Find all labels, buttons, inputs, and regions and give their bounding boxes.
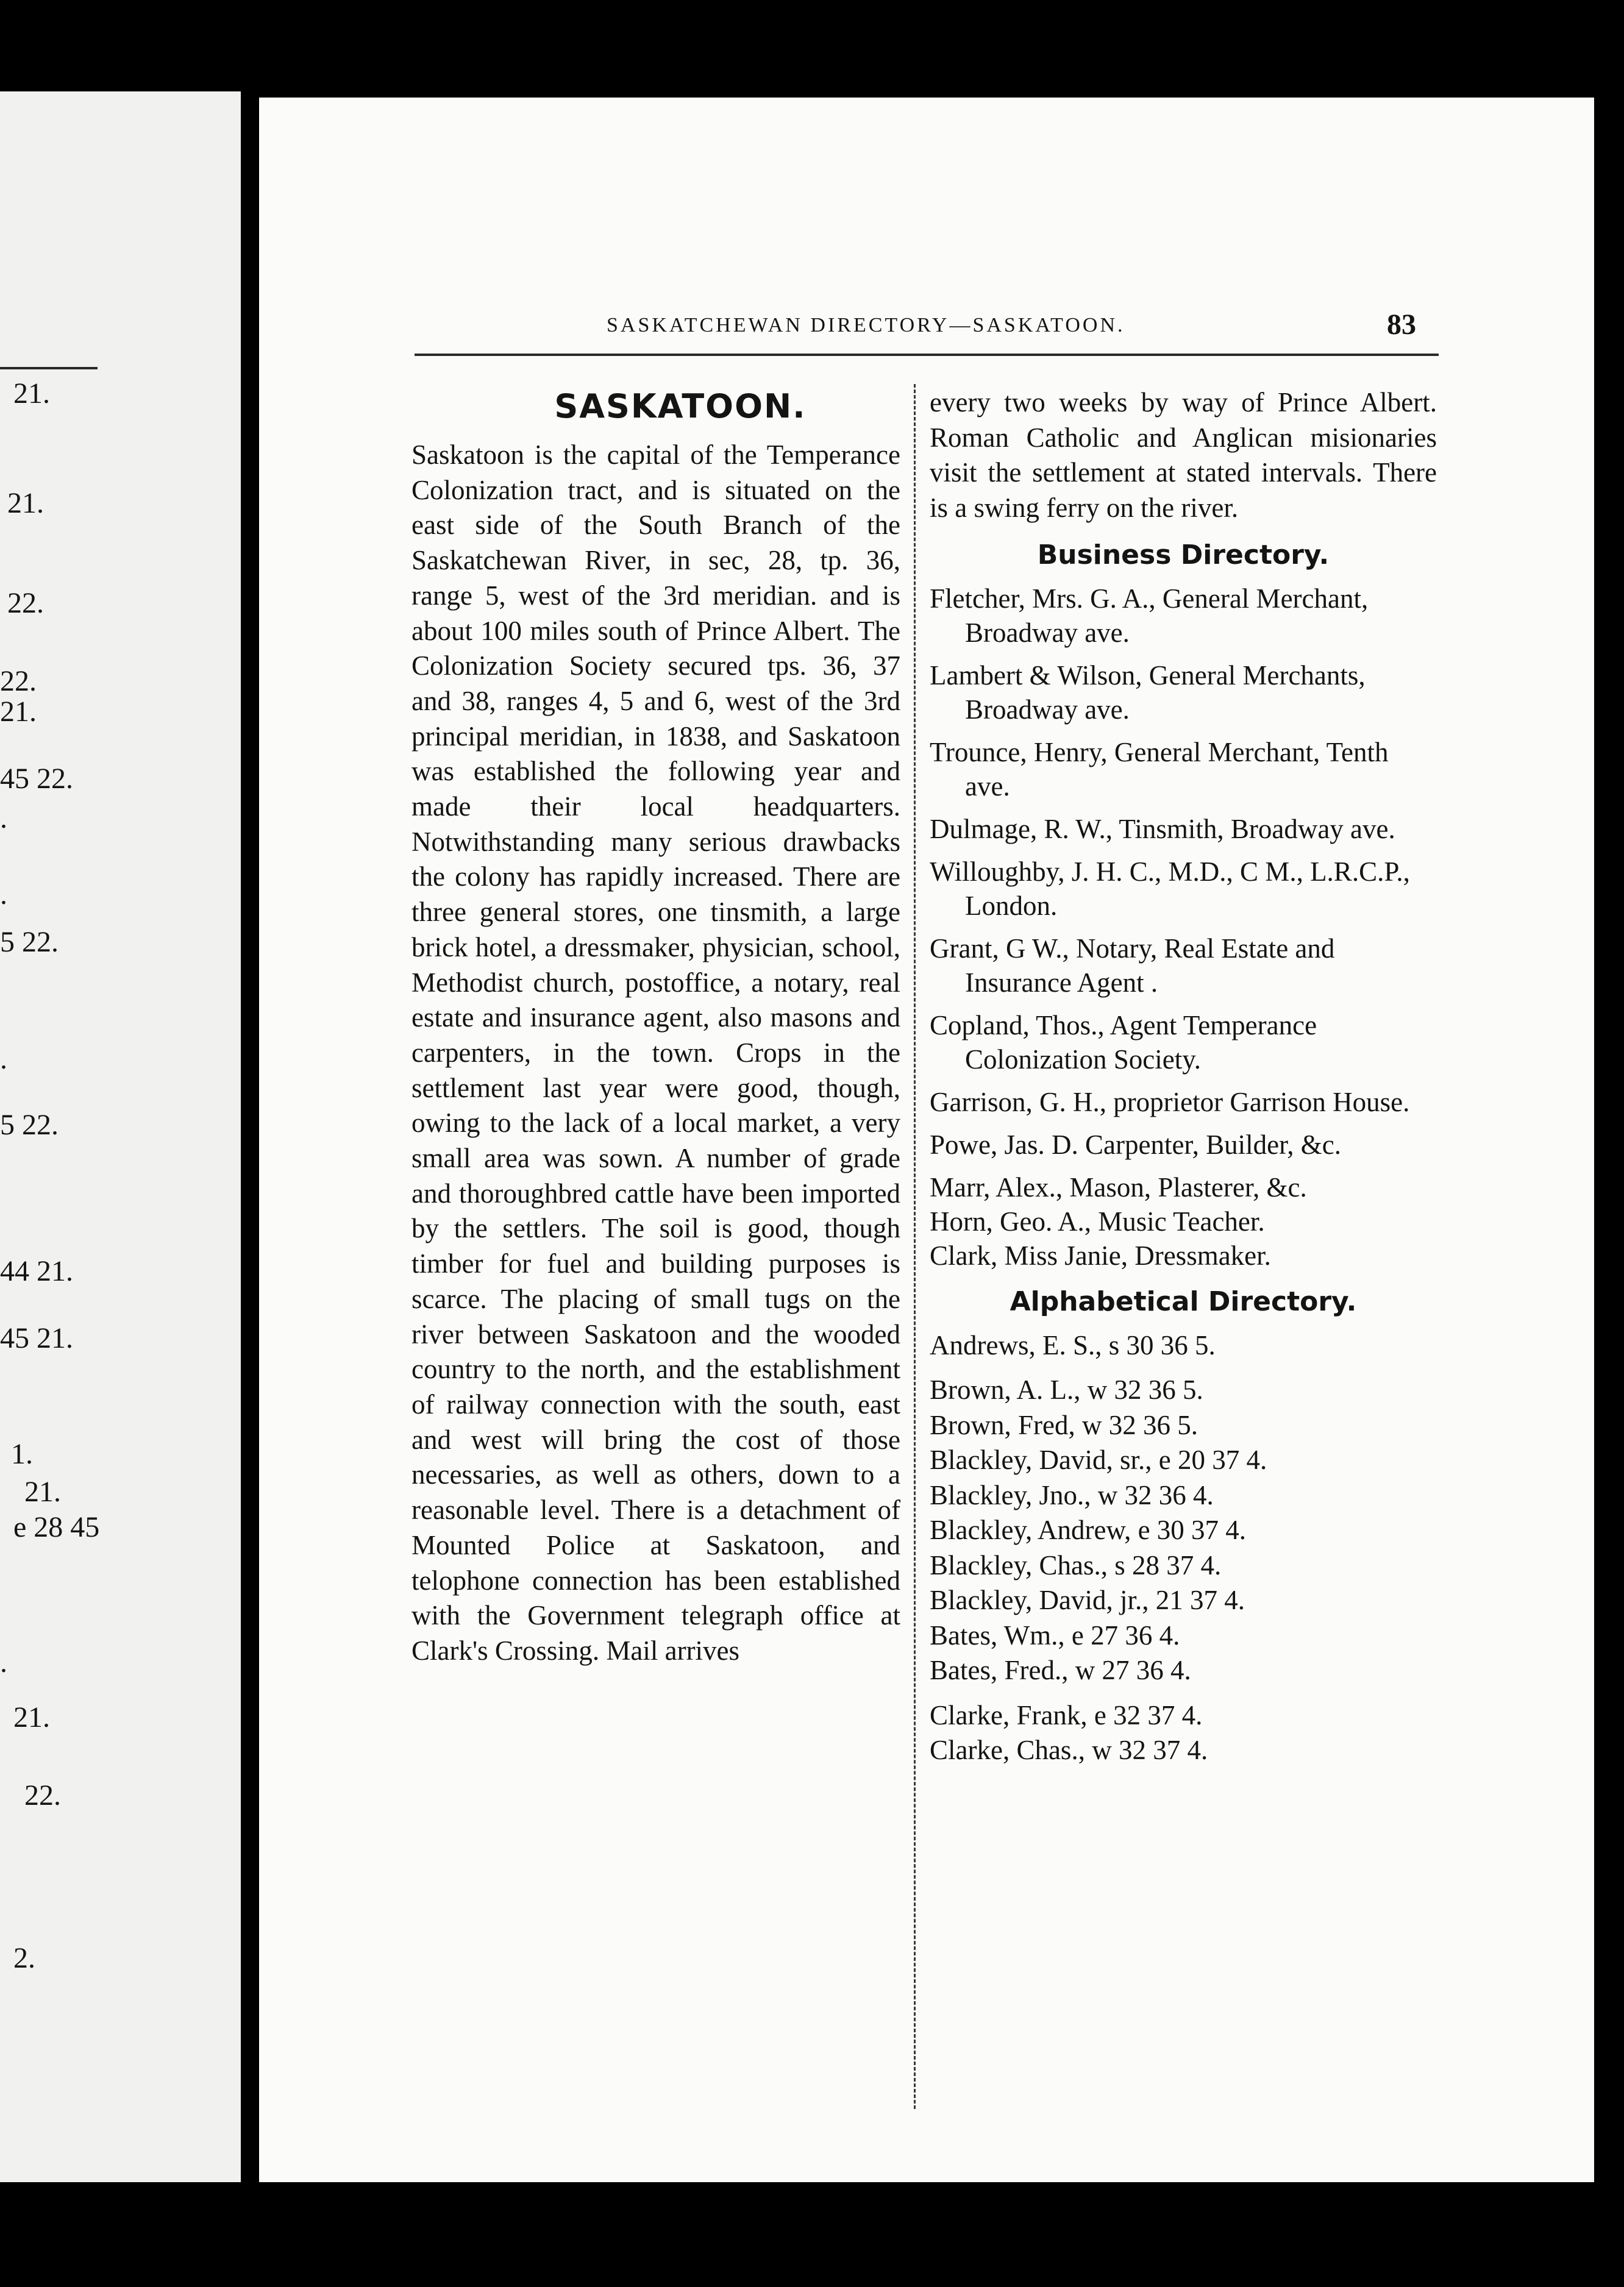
town-description: Saskatoon is the capital of the Temperance Colonization tract, and is situated on the east side of the South Branch of the Saskatchewan River, in sec, 28, tp. 36, range 5, west of the 3rd meridian. and is about 100 miles south of Prince Albert. The Colonization Society secured tps. 36, 37 and 38, ranges 4, 5 and 6, west of the 3rd principal meridian, in 1838, and Saskatoon was established the following year and made their local headquarters. Notwithstanding many serious drawbacks the colony has rapidly increased. There are three general stores, one tinsmith, a large brick hotel, a dressmaker, physician, school, Methodist church, postoffice, a notary, real estate and insurance agent, also masons and carpenters, in the town. Crops in the settlement last year were good, though, owing to the lack of a local market, a very small area was sown. A number of grade and thoroughbred cattle have been imported by the settlers. The soil is good, though timber for fuel and building purposes is scarce. The placing of small tugs on the river between Saskatoon and the wooded country to the north, and the establishment of railway connection with the south, east and west will bring the cost of those necessaries, as well as others, down to a reasonable level. There is a detachment of Mounted Police at Saskatoon, and telophone connection has been established with the Government telegraph office at Clark's Crossing. Mail arrives xyxy=(411,439,900,1666)
section-title: SASKATOON. xyxy=(554,387,807,425)
business-entry: Copland, Thos., Agent Temperance Colonization Society. xyxy=(930,1009,1317,1075)
business-directory-list xyxy=(930,582,1437,1273)
town-description-continued: every two weeks by way of Prince Albert. Roman Catholic and Anglican misionaries visit the settlement at stated intervals. There is a swing ferry on the river. xyxy=(930,387,1437,524)
resident-entry: Brown, Fred, w 32 36 5. xyxy=(930,1409,1198,1440)
previous-page-fragment: 45 21. xyxy=(0,1322,73,1354)
previous-page-fragment: 21. xyxy=(13,377,50,410)
previous-page-fragment: . xyxy=(0,1646,7,1679)
resident-entry: Blackley, Andrew, e 30 37 4. xyxy=(930,1515,1247,1546)
previous-page-fragment: 1. xyxy=(11,1438,33,1470)
resident-entry: Bates, Wm., e 27 36 4. xyxy=(930,1620,1180,1651)
previous-page-fragment: 21. xyxy=(7,487,44,519)
previous-page-fragment: 22. xyxy=(7,587,44,619)
alphabetical-directory-title: Alphabetical Directory. xyxy=(1010,1286,1357,1317)
previous-page-fragment: 22. xyxy=(24,1779,61,1812)
previous-page-fragment: 21. xyxy=(0,695,37,728)
business-entry: Fletcher, Mrs. G. A., General Merchant, Broadway ave. xyxy=(930,583,1369,648)
previous-page-edge xyxy=(0,91,241,2182)
business-entry: Trounce, Henry, General Merchant, Tenth ave. xyxy=(930,736,1389,802)
business-entry: Dulmage, R. W., Tinsmith, Broadway ave. xyxy=(930,813,1395,844)
previous-page-fragment: 5 22. xyxy=(0,1109,59,1141)
previous-page-fragment: 5 22. xyxy=(0,926,59,958)
column-divider xyxy=(914,384,916,2109)
directory-page xyxy=(259,98,1594,2182)
business-entry: Marr, Alex., Mason, Plasterer, &c. xyxy=(930,1172,1307,1203)
previous-page-fragment: 2. xyxy=(13,1942,35,1974)
resident-entry: Clarke, Chas., w 32 37 4. xyxy=(930,1735,1208,1766)
resident-entry: Blackley, Chas., s 28 37 4. xyxy=(930,1549,1222,1581)
resident-entry: Blackley, Jno., w 32 36 4. xyxy=(930,1479,1214,1510)
previous-page-rule xyxy=(0,367,98,369)
resident-entry: Brown, A. L., w 32 36 5. xyxy=(930,1375,1203,1406)
resident-entry: Bates, Fred., w 27 36 4. xyxy=(930,1655,1191,1686)
previous-page-fragment: 45 22. xyxy=(0,763,73,795)
previous-page-fragment: . xyxy=(0,1043,7,1075)
resident-entry: Clarke, Frank, e 32 37 4. xyxy=(930,1699,1203,1730)
alphabetical-directory-list xyxy=(930,1328,1437,1768)
business-entry: Powe, Jas. D. Carpenter, Builder, &c. xyxy=(930,1129,1341,1160)
previous-page-fragment: e 28 45 xyxy=(13,1511,100,1543)
business-entry: Clark, Miss Janie, Dressmaker. xyxy=(930,1240,1271,1271)
resident-entry: Blackley, David, sr., e 20 37 4. xyxy=(930,1445,1267,1476)
business-entry: Willoughby, J. H. C., M.D., C M., L.R.C.P., London. xyxy=(930,856,1410,921)
previous-page-fragment: 44 21. xyxy=(0,1255,73,1287)
business-entry: Lambert & Wilson, General Merchants, Broadway ave. xyxy=(930,660,1366,725)
left-column xyxy=(411,387,900,1669)
previous-page-fragment: 22. xyxy=(0,665,37,697)
previous-page-fragment: 21. xyxy=(24,1476,61,1508)
resident-entry: Andrews, E. S., s 30 36 5. xyxy=(930,1329,1216,1360)
page-number: 83 xyxy=(1387,308,1416,341)
previous-page-fragment: . xyxy=(0,802,7,834)
business-entry: Grant, G W., Notary, Real Estate and Insurance Agent . xyxy=(930,933,1335,998)
business-directory-title: Business Directory. xyxy=(1037,539,1330,571)
running-head: SASKATCHEWAN DIRECTORY—SASKATOON. xyxy=(607,314,1125,336)
header-rule xyxy=(415,354,1439,356)
business-entry: Garrison, G. H., proprietor Garrison House. xyxy=(930,1086,1410,1117)
previous-page-fragment: . xyxy=(0,878,7,911)
resident-entry: Blackley, David, jr., 21 37 4. xyxy=(930,1585,1245,1616)
right-column xyxy=(930,385,1437,1768)
business-entry: Horn, Geo. A., Music Teacher. xyxy=(930,1206,1265,1237)
previous-page-fragment: 21. xyxy=(13,1701,50,1734)
